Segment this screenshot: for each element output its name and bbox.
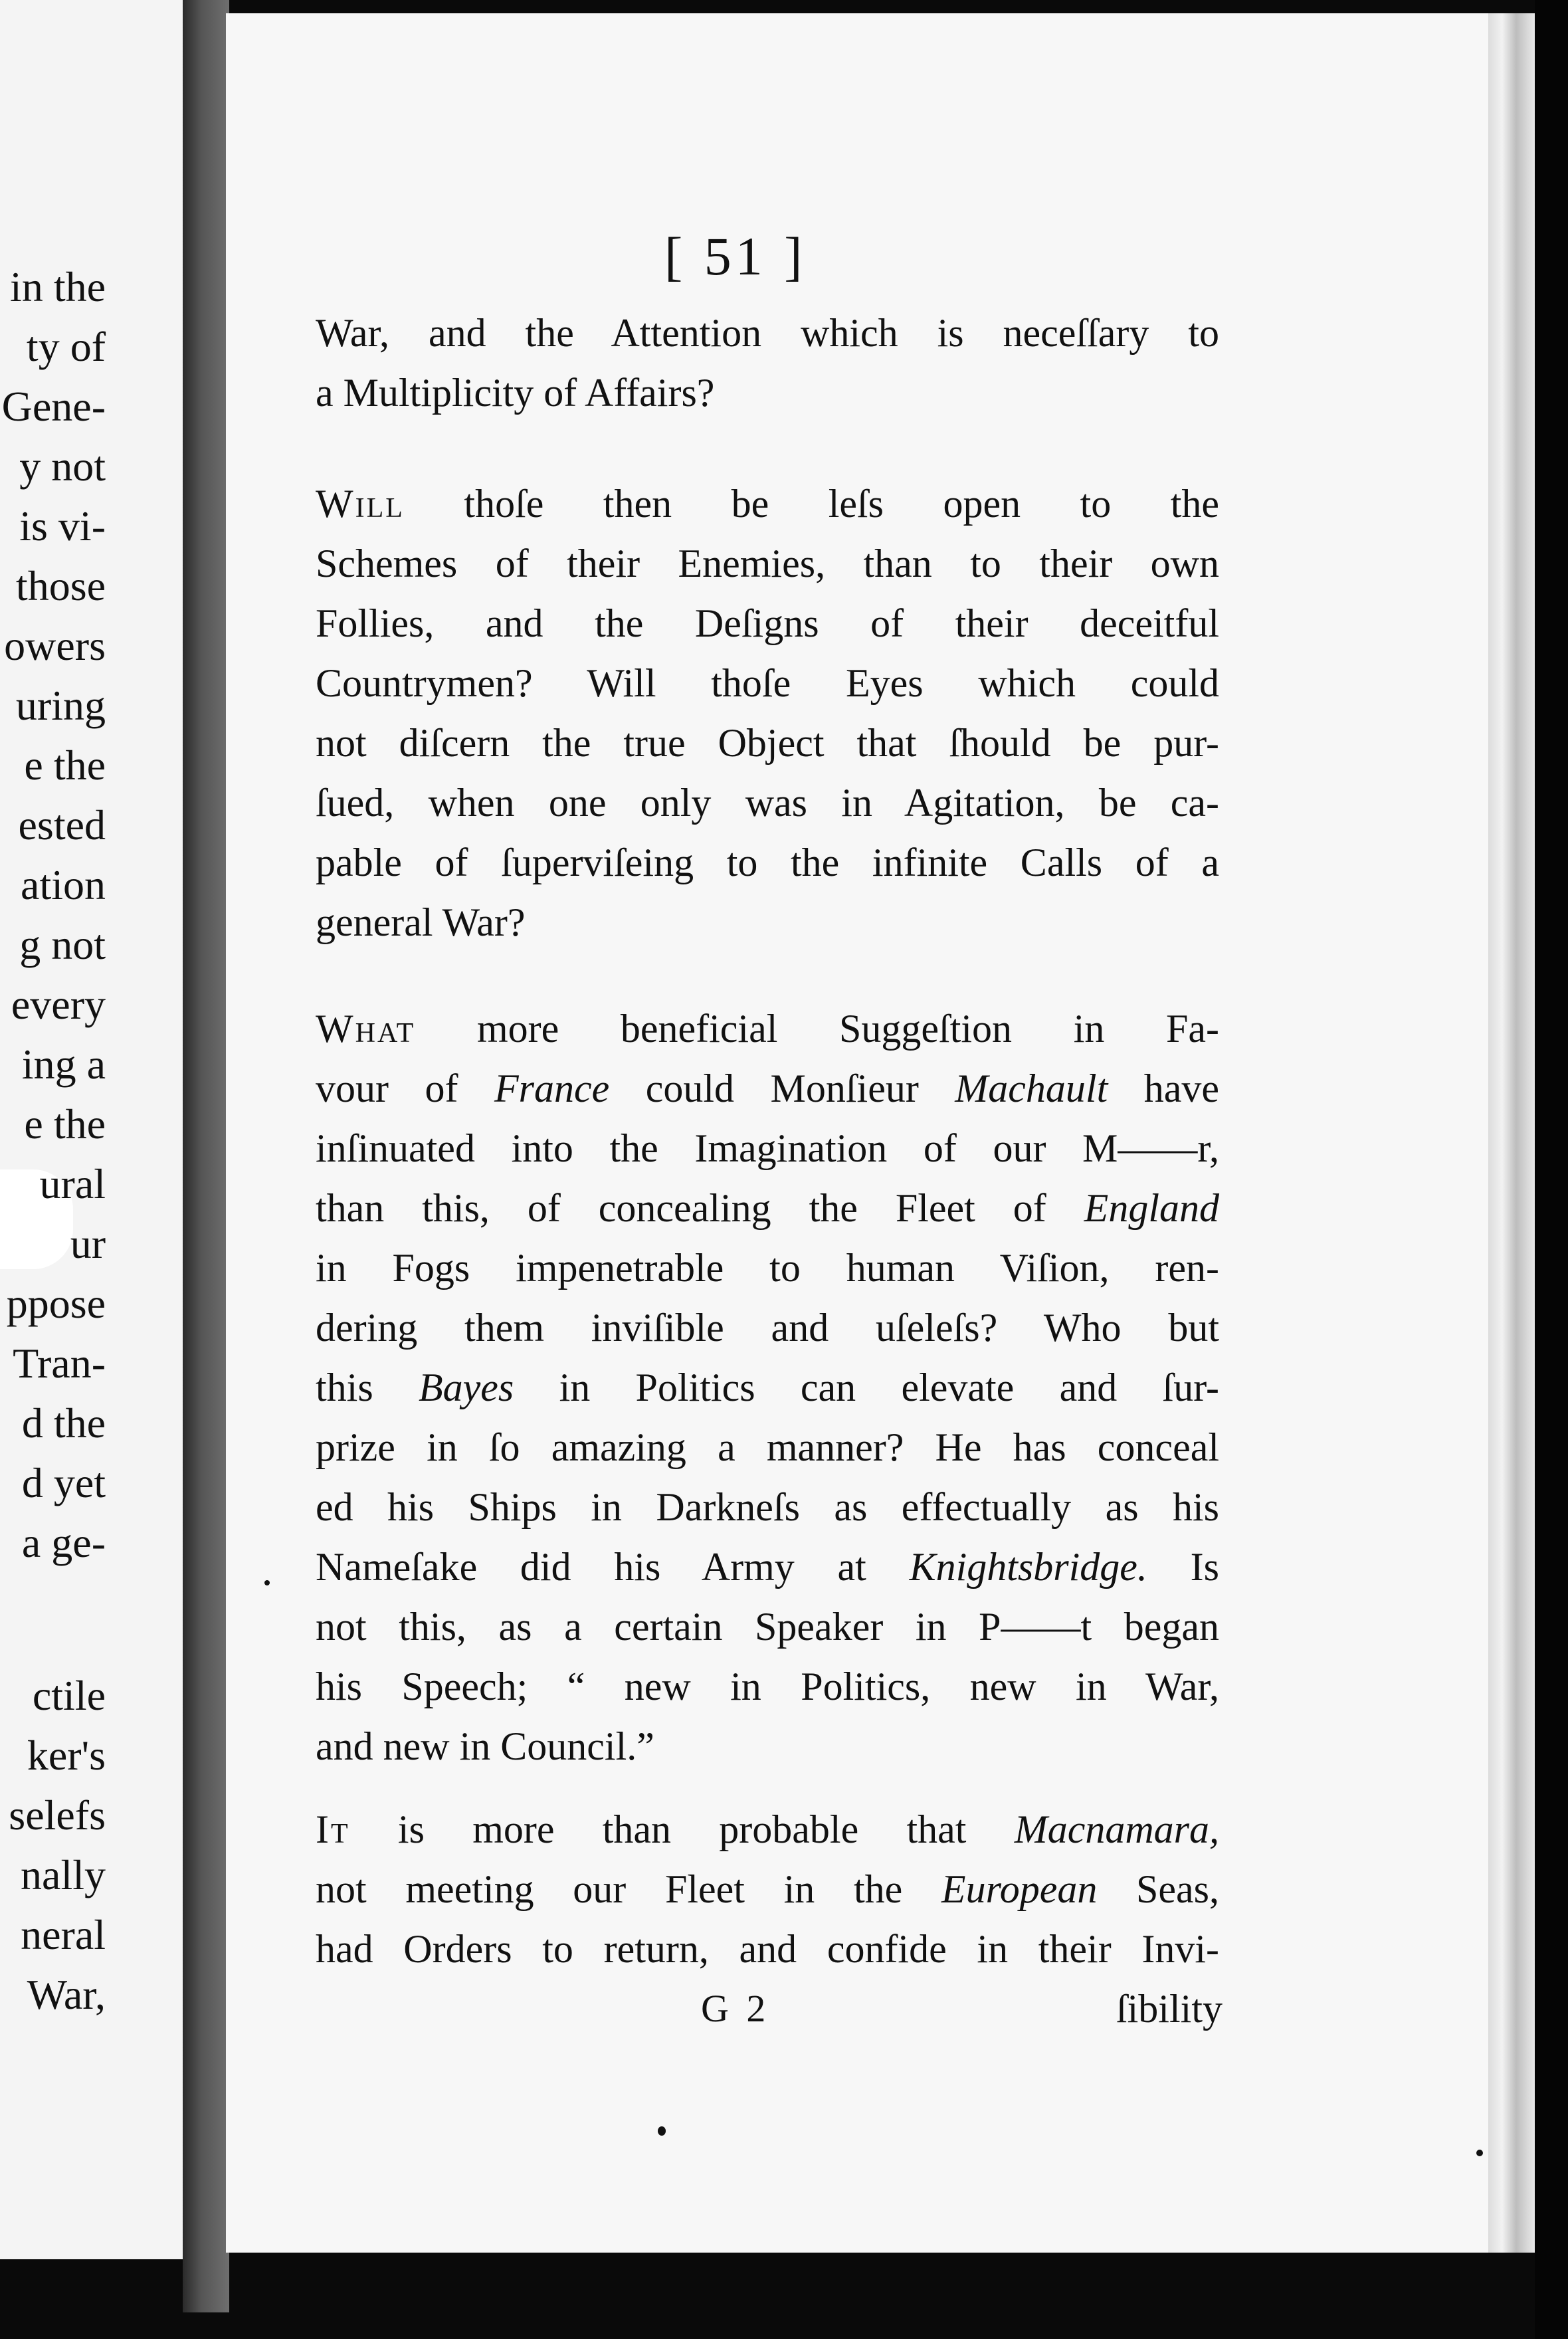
- left-page-line: neral: [21, 1911, 106, 1958]
- left-page-line: d yet: [21, 1459, 106, 1506]
- line-text: not diſcern the true Object that ſhould be pur-: [316, 721, 1219, 765]
- scan-speck: [658, 2126, 666, 2136]
- text-line: [316, 900, 1219, 944]
- line-text: a Multiplicity of Affairs?: [316, 371, 715, 415]
- left-page-line: owers: [4, 622, 106, 669]
- text-line: [316, 1306, 1219, 1350]
- text-line: [316, 311, 1219, 355]
- left-page-line: ing a: [21, 1041, 106, 1088]
- line-text: had Orders to return, and confide in their Invi-: [316, 1927, 1219, 1971]
- text-line: [316, 371, 1219, 415]
- text-line: [316, 1186, 1219, 1230]
- page-edges: [1488, 13, 1535, 2253]
- text-line: [316, 1425, 1219, 1469]
- left-page-line: ctile: [32, 1672, 106, 1719]
- left-page-line: uring: [15, 682, 106, 729]
- scan-border: [1535, 0, 1568, 2339]
- line-text: not meeting our Fleet in the European Seas,: [316, 1867, 1219, 1911]
- line-text: is more than probable that Macnamara,: [397, 1807, 1220, 1851]
- text-line: [316, 721, 1219, 765]
- text-line: [316, 1867, 1219, 1911]
- text-line: [316, 601, 1219, 645]
- line-text: his Speech; “ new in Politics, new in War,: [316, 1665, 1219, 1708]
- left-page-line: Tran-: [13, 1340, 106, 1387]
- text-line: [316, 1067, 1219, 1110]
- line-text: Countrymen? Will thoſe Eyes which could: [316, 661, 1219, 705]
- left-page-line: ppose: [6, 1280, 106, 1327]
- line-text: not this, as a certain Speaker in P——t began: [316, 1605, 1219, 1649]
- left-page-line: ation: [21, 861, 106, 908]
- line-text: in Fogs impenetrable to human Viſion, ren-: [316, 1246, 1219, 1290]
- text-line: [316, 1007, 1219, 1051]
- line-text: inſinuated into the Imagination of our M——r,: [316, 1126, 1219, 1170]
- text-line: [316, 1246, 1219, 1290]
- text-line: [316, 1724, 1219, 1768]
- text-line: [316, 1665, 1219, 1708]
- page-number: [ 51 ]: [664, 226, 807, 286]
- text-line: [316, 1366, 1219, 1409]
- left-page-line: a ge-: [21, 1519, 106, 1566]
- line-text: dering them inviſible and uſeleſs? Who but: [316, 1306, 1219, 1350]
- text-line: [316, 1927, 1219, 1971]
- catchword: ſibility: [1116, 1987, 1223, 2031]
- previous-page-fragment: [0, 0, 189, 2259]
- line-text: prize in ſo amazing a manner? He has conceal: [316, 1425, 1219, 1469]
- paragraph-lead-word: It: [316, 1807, 350, 1851]
- left-page-line: in the: [10, 263, 106, 310]
- left-page-line: e the: [24, 1100, 106, 1148]
- left-page-line: e the: [24, 742, 106, 789]
- scan-speck: [1476, 2150, 1483, 2156]
- left-page-line: Gene-: [1, 383, 106, 430]
- left-page-line: War,: [27, 1971, 106, 2018]
- text-line: [316, 661, 1219, 705]
- paragraph-lead-word: Will: [316, 482, 405, 526]
- line-text: ed his Ships in Darkneſs as effectually as his: [316, 1485, 1219, 1529]
- line-text: ſued, when one only was in Agitation, be ca-: [316, 781, 1219, 825]
- scan-speck: [264, 1580, 270, 1585]
- text-line: [316, 1605, 1219, 1649]
- signature-mark: G 2: [701, 1987, 770, 2030]
- line-text: more beneficial Suggeſtion in Fa-: [476, 1007, 1219, 1051]
- line-text: and new in Council.”: [316, 1724, 654, 1768]
- line-text: thoſe then be leſs open to the: [464, 482, 1220, 526]
- left-page-line: every: [11, 981, 106, 1028]
- line-text: Schemes of their Enemies, than to their own: [316, 542, 1219, 585]
- text-line: [316, 1485, 1219, 1529]
- left-page-line: d the: [21, 1399, 106, 1447]
- text-line: [316, 1126, 1219, 1170]
- left-page-line: is vi-: [19, 502, 106, 550]
- left-page-line: ty of: [26, 323, 106, 370]
- line-text: than this, of concealing the Fleet of England: [316, 1186, 1219, 1230]
- paragraph-lead-word: What: [316, 1007, 416, 1051]
- book-gutter: [183, 0, 229, 2312]
- left-page-line: selefs: [9, 1791, 106, 1839]
- left-page-line: ker's: [27, 1732, 106, 1779]
- line-text: Nameſake did his Army at Knightsbridge. Is: [316, 1545, 1219, 1589]
- line-text: Follies, and the Deſigns of their deceitful: [316, 601, 1219, 645]
- left-page-line: ur: [70, 1220, 106, 1267]
- left-page-line: ural: [39, 1160, 106, 1207]
- left-page-line: ested: [18, 801, 106, 849]
- left-page-line: nally: [21, 1851, 106, 1898]
- text-line: [316, 781, 1219, 825]
- text-line: [316, 1545, 1219, 1589]
- line-text: pable of ſuperviſeing to the infinite Calls of a: [316, 841, 1219, 884]
- left-page-line: g not: [19, 921, 106, 968]
- left-page-line: those: [15, 562, 106, 609]
- left-page-line: y not: [19, 443, 106, 490]
- line-text: vour of France could Monſieur Machault have: [316, 1067, 1220, 1110]
- text-line: [316, 841, 1219, 884]
- text-line: [316, 542, 1219, 585]
- line-text: this Bayes in Politics can elevate and ſur-: [316, 1366, 1219, 1409]
- line-text: general War?: [316, 900, 526, 944]
- text-line: [316, 482, 1219, 526]
- text-line: [316, 1807, 1219, 1851]
- line-text: War, and the Attention which is neceſſary to: [316, 311, 1219, 355]
